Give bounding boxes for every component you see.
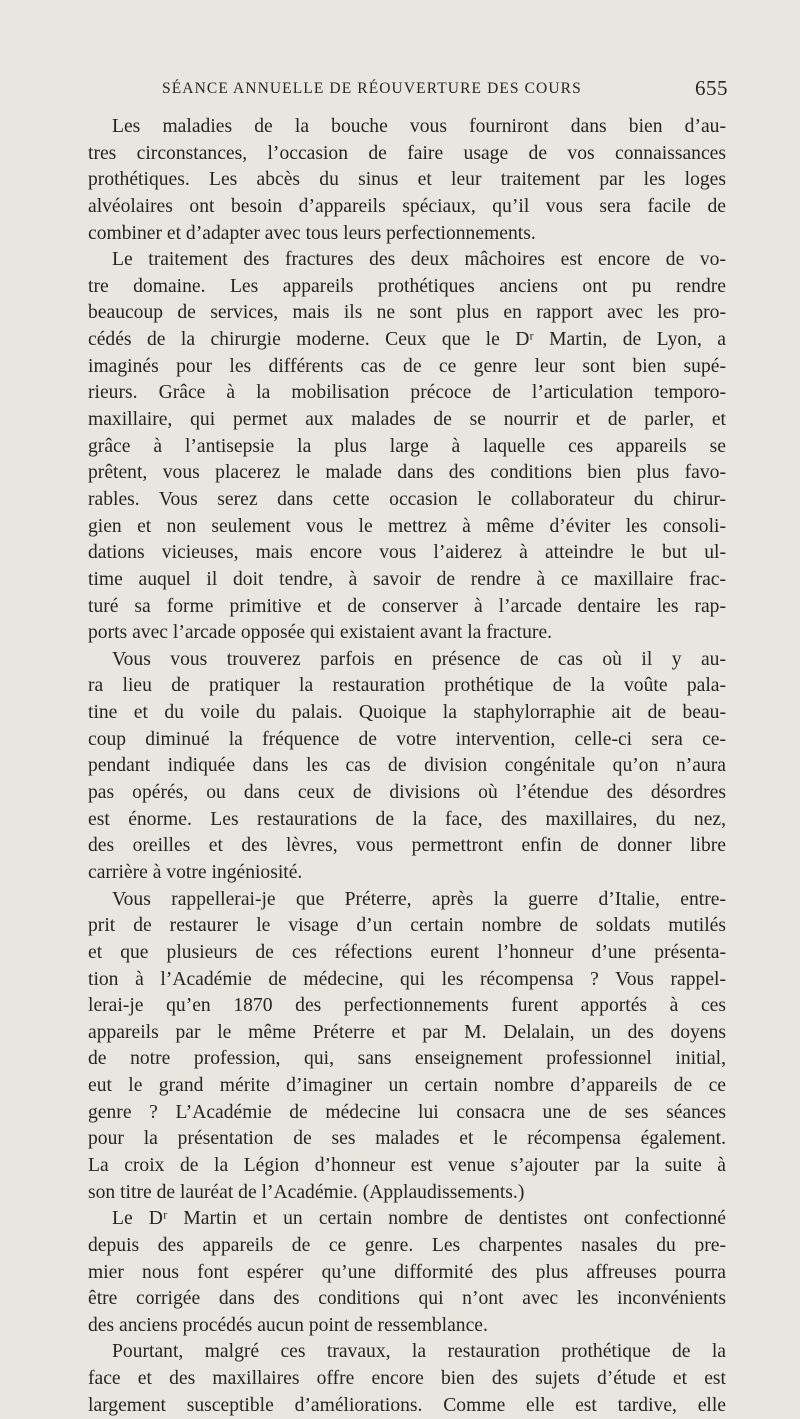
text-line: prêtent, vous placerez le malade dans des conditions bien plus favo-	[88, 462, 726, 484]
text-line: coup diminué la fréquence de votre intervention, celle-ci sera ce-	[88, 728, 726, 750]
text-line: Pourtant, malgré ces travaux, la restauration prothétique de la	[112, 1341, 726, 1363]
text-line: des oreilles et des lèvres, vous permettront enfin de donner libre	[88, 835, 726, 857]
text-line: combiner et d’adapter avec tous leurs perfectionnements.	[88, 222, 536, 244]
text-line: eut le grand mérite d’imaginer un certain nombre d’appareils de ce	[88, 1075, 726, 1097]
text-line: largement susceptible d’améliorations. Comme elle est tardive, elle	[88, 1394, 726, 1416]
text-line: pour la présentation de ses malades et le récompensa également.	[88, 1128, 726, 1150]
text-line: La croix de la Légion d’honneur est venue s’ajouter par la suite à	[88, 1154, 726, 1176]
text-line: prit de restaurer le visage d’un certain nombre de soldats mutilés	[88, 915, 726, 937]
text-line: appareils par le même Préterre et par M. Delalain, un des doyens	[88, 1021, 726, 1043]
running-title: SÉANCE ANNUELLE DE RÉOUVERTURE DES COURS	[162, 80, 582, 97]
text-line: imaginés pour les différents cas de ce genre leur sont bien supé-	[88, 355, 726, 377]
text-line: alvéolaires ont besoin d’appareils spéciaux, qu’il vous sera facile de	[88, 195, 726, 217]
page-number: 655	[695, 76, 728, 100]
text-line: depuis des appareils de ce genre. Les charpentes nasales du pre-	[88, 1234, 726, 1256]
text-line: Vous rappellerai-je que Préterre, après la guerre d’Italie, entre-	[112, 888, 726, 910]
text-line: gien et non seulement vous le mettrez à même d’éviter les consoli-	[88, 515, 726, 537]
text-line: et que plusieurs de ces réfections eurent l’honneur d’une présenta-	[88, 941, 726, 963]
text-line: face et des maxillaires offre encore bien des sujets d’étude et est	[88, 1368, 726, 1390]
text-line: genre ? L’Académie de médecine lui consacra une de ses séances	[88, 1101, 726, 1123]
text-line: pendant indiquée dans les cas de division congénitale qu’on n’aura	[88, 755, 726, 777]
text-line: rieurs. Grâce à la mobilisation précoce de l’articulation temporo-	[88, 382, 726, 404]
text-line: ra lieu de pratiquer la restauration prothétique de la voûte pala-	[88, 675, 726, 697]
text-line: Le traitement des fractures des deux mâchoires est encore de vo-	[112, 249, 726, 271]
text-line: prothétiques. Les abcès du sinus et leur traitement par les loges	[88, 169, 726, 191]
text-line: beaucoup de services, mais ils ne sont plus en rapport avec les pro-	[88, 302, 726, 324]
text-line: tres circonstances, l’occasion de faire usage de vos connaissances	[88, 142, 726, 164]
text-line: carrière à votre ingéniosité.	[88, 861, 303, 883]
text-line: est énorme. Les restaurations de la face, des maxillaires, du nez,	[88, 808, 726, 830]
text-line: tion à l’Académie de médecine, qui les récompensa ? Vous rappel-	[88, 968, 726, 990]
text-line: Les maladies de la bouche vous fourniront dans bien d’au-	[112, 116, 726, 137]
running-head	[88, 76, 732, 104]
text-line: tine et du voile du palais. Quoique la staphylorraphie ait de beau-	[88, 702, 726, 724]
text-line: être corrigée dans des conditions qui n’ont avec les inconvénients	[88, 1288, 726, 1310]
text-line: tre domaine. Les appareils prothétiques anciens ont pu rendre	[88, 275, 726, 297]
text-line: grâce à l’antisepsie la plus large à laquelle ces appareils se	[88, 435, 726, 457]
text-line: lerai-je qu’en 1870 des perfectionnements furent apportés à ces	[88, 995, 726, 1017]
body-text	[88, 114, 726, 1419]
text-line: cédés de la chirurgie moderne. Ceux que le Dʳ Martin, de Lyon, a	[88, 329, 726, 351]
text-line: ports avec l’arcade opposée qui existaient avant la fracture.	[88, 622, 553, 644]
text-line: Vous vous trouverez parfois en présence de cas où il y au-	[112, 648, 726, 670]
text-line: pas opérés, ou dans ceux de divisions où l’étendue des désordres	[88, 782, 726, 804]
text-line: Le Dʳ Martin et un certain nombre de dentistes ont confectionné	[112, 1208, 726, 1230]
text-line: time auquel il doit tendre, à savoir de rendre à ce maxillaire frac-	[88, 568, 726, 590]
text-line: son titre de lauréat de l’Académie. (Applaudissements.)	[88, 1181, 525, 1203]
text-line: des anciens procédés aucun point de ressemblance.	[88, 1314, 488, 1336]
text-line: maxillaire, qui permet aux malades de se nourrir et de parler, et	[88, 409, 726, 431]
text-line: mier nous font espérer qu’une difformité des plus affreuses pourra	[88, 1261, 726, 1283]
text-line: de notre profession, qui, sans enseignement professionnel initial,	[88, 1048, 726, 1070]
text-line: rables. Vous serez dans cette occasion le collaborateur du chirur-	[88, 488, 726, 510]
text-line: dations vicieuses, mais encore vous l’aiderez à atteindre le but ul-	[88, 542, 726, 564]
text-line: turé sa forme primitive et de conserver à l’arcade dentaire les rap-	[88, 595, 726, 617]
